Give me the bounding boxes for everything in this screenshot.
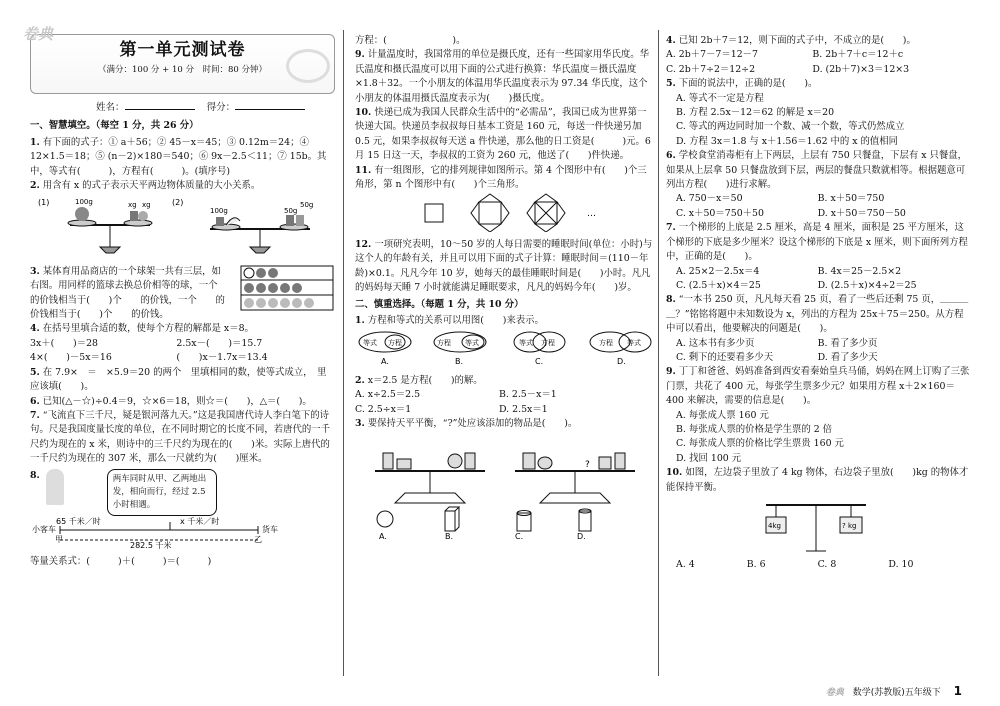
svg-text:x 千米／时: x 千米／时 [180,516,220,526]
question-12: 12. 一项研究表明，10～50 岁的人每日需要的睡眠时间(单位：小时)与这个人的年龄有关，并且可以用下面的式子计算：睡眠时间＝(110－年龄)×0.1。凡凡今年 10 岁，她每天的最佳睡眠时间是( )小时。凡凡的妈妈每天睡 7 小时就能满足睡眠要求，凡凡的妈妈今年( )岁。 [355,238,653,294]
svg-text:? kg: ? kg [842,522,857,530]
question-4: 4. 在括号里填合适的数，使每个方程的解都是 x＝8。 [30,323,254,335]
balance-scale-2 [210,224,310,253]
weight-icon [286,215,294,226]
question-7: 7. “飞流直下三千尺，疑是银河落九天。”这是我国唐代诗人李白笔下的诗句。尺是我国度量长度的单位，在不同时期它的长度不同，若唐代的一千尺约为现在的 x 米，则诗中的三千尺约为现在的( )米。实际上唐代的一千尺约为现在的 307 米，那么一尺就约为( )厘米。 [30,409,331,465]
choice-10-options: A. 4 B. 6 C. 8 D. 10 [676,559,914,571]
footer-brand: 卷典 [825,688,844,698]
svg-text:A.: A. [381,357,389,367]
soccer-ball-icon [244,268,254,278]
svg-text:等式: 等式 [363,339,377,348]
balance-objects-figure [355,431,655,541]
weight-icon [130,211,138,221]
venn-diagram-options [355,328,655,368]
svg-text:货车: 货车 [262,524,278,534]
question-8-continued: 方程：( )。 [355,35,466,46]
svg-text:…: … [587,209,596,220]
svg-text:A.: A. [379,532,387,542]
basketball-icon [292,283,302,293]
melon-icon [75,207,89,221]
choice-7-options: A. 25×2－2.5x＝4 B. 4x＝25－2.5×2 C. (2.5＋x)×4＝25 D. (2.5＋x)×4÷2＝25 [676,265,917,291]
weight-icon [216,217,224,226]
question-1: 1. 有下面的式子：① a＋56；② 45－x＝45；③ 0.12m＝24；④ 12×1.5＝18；⑤ (n－2)×180＝540；⑥ 9x－2.5＜11；⑦ 15b。其中，等式有( )，方程有( )。(填序号) [30,136,327,177]
svg-text:乙: 乙 [254,534,262,544]
column-divider [343,30,344,676]
speech-bubble: 两车同时从甲、乙两地出发，相向而行，经过 2.5 小时相遇。 [107,469,217,516]
svg-text:等式: 等式 [519,339,533,348]
svg-text:(2): (2) [172,198,184,208]
basketball-icon [244,283,254,293]
title-box [23,25,335,94]
question-6: 6. 已知(△－☆)÷0.4＝9，☆×6＝18，则☆＝( )，△＝( )。 [30,395,312,407]
basketball-icon [268,283,278,293]
svg-text:小客车: 小客车 [32,524,56,534]
basketball-icon [256,268,266,278]
volleyball-icon [244,298,254,308]
svg-text:50g: 50g [300,201,314,210]
column-2 [355,34,655,547]
svg-text:282.5 千米: 282.5 千米 [130,540,172,550]
svg-text:50g: 50g [284,207,298,216]
choice-6: 6. 学校食堂消毒柜有上下两层，上层有 750 只餐盘，下层有 x 只餐盘，如果从上层拿 50 只餐盘放到下层，两层的餐盘只数就相等。根据题意可列出方程( )进行求解。 [666,150,968,191]
triangle-pattern-figure [355,192,655,232]
volleyball-icon [268,298,278,308]
column-divider [658,30,659,676]
balance-scale-1 [68,220,152,253]
question-2: 2. 用含有 x 的式子表示天平两边物体质量的大小关系。 [30,180,261,192]
svg-text:C.: C. [535,357,544,367]
page-number: 1 [953,684,962,698]
question-8-equation: 等量关系式：( )＋( )＝( ) [30,555,212,567]
basketball-icon [268,268,278,278]
choice-4-options: A. 2b＋7－7＝12－7 B. 2b＋7＋c＝12＋c C. 2b＋7÷2＝12÷2 D. (2b＋7)×3＝12×3 [666,49,910,75]
svg-text:方程: 方程 [388,339,402,348]
column-1 [23,25,335,569]
choice-9-options: A. 每张成人票 160 元 B. 每张成人票的价格是学生票的 2 倍 C. 每张成人票的价格比学生票贵 160 元 D. 找回 100 元 [676,409,844,464]
section-heading: 一、智慧填空。（每空 1 分，共 26 分） [30,120,199,132]
choice-5-options: A. 等式不一定是方程 B. 方程 2.5x－12＝62 的解是 x＝20 C. 等式的两边同时加一个数、减一个数，等式仍然成立 D. 方程 3x＝1.8 与 x＋1.56＝1.62 中的 x 的值相同 [676,92,905,147]
page-subtitle: （满分：100 分 + 10 分 时间：80 分钟） [98,65,267,76]
volleyball-icon [280,298,290,308]
svg-text:方程: 方程 [599,339,613,348]
choice-9: 9. 丁丁和爸爸、妈妈准备到西安看秦始皇兵马俑，妈妈在网上订购了三张门票，共花了 400 元，每张学生票多少元？如果用方程 x＋2×160＝400 来解决，需要的信息是( )。 [666,366,970,407]
question-10: 10. 快递已成为我国人民群众生活中的“必需品”，我国已成为世界第一快递大国。快递员李叔叔每日基本工资是 160 元，每送一件快递另加 0.5 元，如果李叔叔每天送 a 件快递，那么他的日工资是( )元。6 月 15 日这一天，李叔叔的工资为 260 元，他送了( )件快递。 [355,107,651,162]
choice-2-options: A. x÷2.5＝2.5 B. 2.5－x＝1 C. 2.5÷x＝1 D. 2.5x＝1 [355,389,557,415]
choice-2: 2. x＝2.5 是方程( )的解。 [355,374,483,386]
choice-10: 10. 如图，左边袋子里放了 4 kg 物体，右边袋子里放( )kg 的物体才能保持平衡。 [666,467,969,493]
basketball-icon [280,283,290,293]
basketball-icon [256,283,266,293]
svg-text:方程: 方程 [437,339,451,348]
girl-figure-icon [46,469,64,505]
question-11: 11. 有一组图形，它的排列规律如图所示。第 4 个图形中有( )个三角形，第 n 个图形中有( )个三角形。 [355,164,647,191]
choice-4: 4. 已知 2b＋7＝12，则下面的式子中，不成立的是( )。 [666,35,916,46]
choice-8-options: A. 这本书有多少页 B. 看了多少页 C. 剩下的还要看多少天 D. 看了多少天 [676,337,878,363]
svg-text:D.: D. [617,357,626,367]
svg-text:xg: xg [142,201,151,210]
name-field[interactable] [125,100,195,110]
section-heading: 二、慎重选择。（每题 1 分，共 10 分） [355,298,524,310]
weight-icon [296,215,304,226]
svg-text:方程: 方程 [541,339,555,348]
student-info: 姓名： 得分： [96,100,335,115]
score-field[interactable] [235,100,305,110]
ball-rack-figure [240,265,335,311]
svg-text:xg: xg [128,201,137,210]
question-5: 5. 在 7.9× ＝ ×5.9＝20 的两个 里填相同的数，使等式成立， 里应该填( )。 [30,366,327,393]
question-3: 3. 某体育用品商店的一个球架一共有三层，如右图。用同样的篮球去换总价相等的球，一个 的价钱相当于( )个 的价钱，一个 的价钱相当于( )个 的价钱。 [30,265,335,323]
svg-text:4kg: 4kg [768,522,781,530]
ball-icon [138,211,148,221]
column-3 [666,34,971,573]
svg-text:甲: 甲 [55,534,63,544]
choice-5: 5. 下面的说法中，正确的是( )。 [666,78,818,90]
hanging-balance-figure [666,495,966,553]
svg-text:B.: B. [445,532,454,542]
svg-text:100g: 100g [210,207,228,216]
svg-text:等式: 等式 [465,339,479,348]
page-title: 第一单元测试卷 [119,40,246,60]
volleyball-icon [256,298,266,308]
svg-text:?: ? [585,460,590,471]
footer-text: 数学(苏教版)五年级下 [852,688,941,698]
choice-8: 8. “一本书 250 页，凡凡每天看 25 页，看了一些后还剩 75 页，＿＿＿＿？”铭铭将题中未知数设为 x，列出的方程为 25x＋75＝250。从方程中可以看出，他要解决的问题是( )。 [666,294,969,335]
page-footer [826,684,962,698]
svg-text:C.: C. [515,532,524,542]
choice-3: 3. 要保持天平平衡，“?”处应该添加的物品是( )。 [355,417,578,429]
svg-text:等式: 等式 [627,339,641,348]
svg-text:B.: B. [455,357,464,367]
svg-text:65 千米／时: 65 千米／时 [56,516,101,526]
svg-text:(1): (1) [38,198,50,208]
volleyball-icon [304,298,314,308]
choice-1: 1. 方程和等式的关系可以用图( )来表示。 [355,314,544,326]
cloud-icon [286,49,330,83]
choice-7: 7. 一个梯形的上底是 2.5 厘米，高是 4 厘米，面积是 25 平方厘米，这个梯形的下底是多少厘米？设这个梯形的下底是 x 厘米，则下面所列方程中，正确的是( )。 [666,222,968,263]
question-9: 9. 计量温度时，我国常用的单位是摄氏度，还有一些国家用华氏度。华氏温度和摄氏温度可以用下面的公式进行换算：华氏温度＝摄氏温度×1.8＋32。一个小朋友的体温用华氏温度表示为 97.34 华氏度，这个小朋友的体温用摄氏温度表示为( )摄氏度。 [355,49,650,104]
choice-6-options: A. 750－x＝50 B. x＋50＝750 C. x＋50＝750＋50 D. x＋50＝750－50 [676,193,906,219]
question-8: 8. 两车同时从甲、乙两地出发，相向而行，经过 2.5 小时相遇。 [30,469,335,516]
question-4-equations: 3x＋( )＝28 2.5x－( )＝15.7 4×( )－5x＝16 ( )x－1.7x＝13.4 [30,337,268,364]
brand-logo: 卷典 [23,25,54,43]
travel-diagram [30,516,330,550]
balance-scales-figure [30,195,330,257]
svg-text:D.: D. [577,532,586,542]
volleyball-icon [292,298,302,308]
svg-text:100g: 100g [75,198,93,207]
